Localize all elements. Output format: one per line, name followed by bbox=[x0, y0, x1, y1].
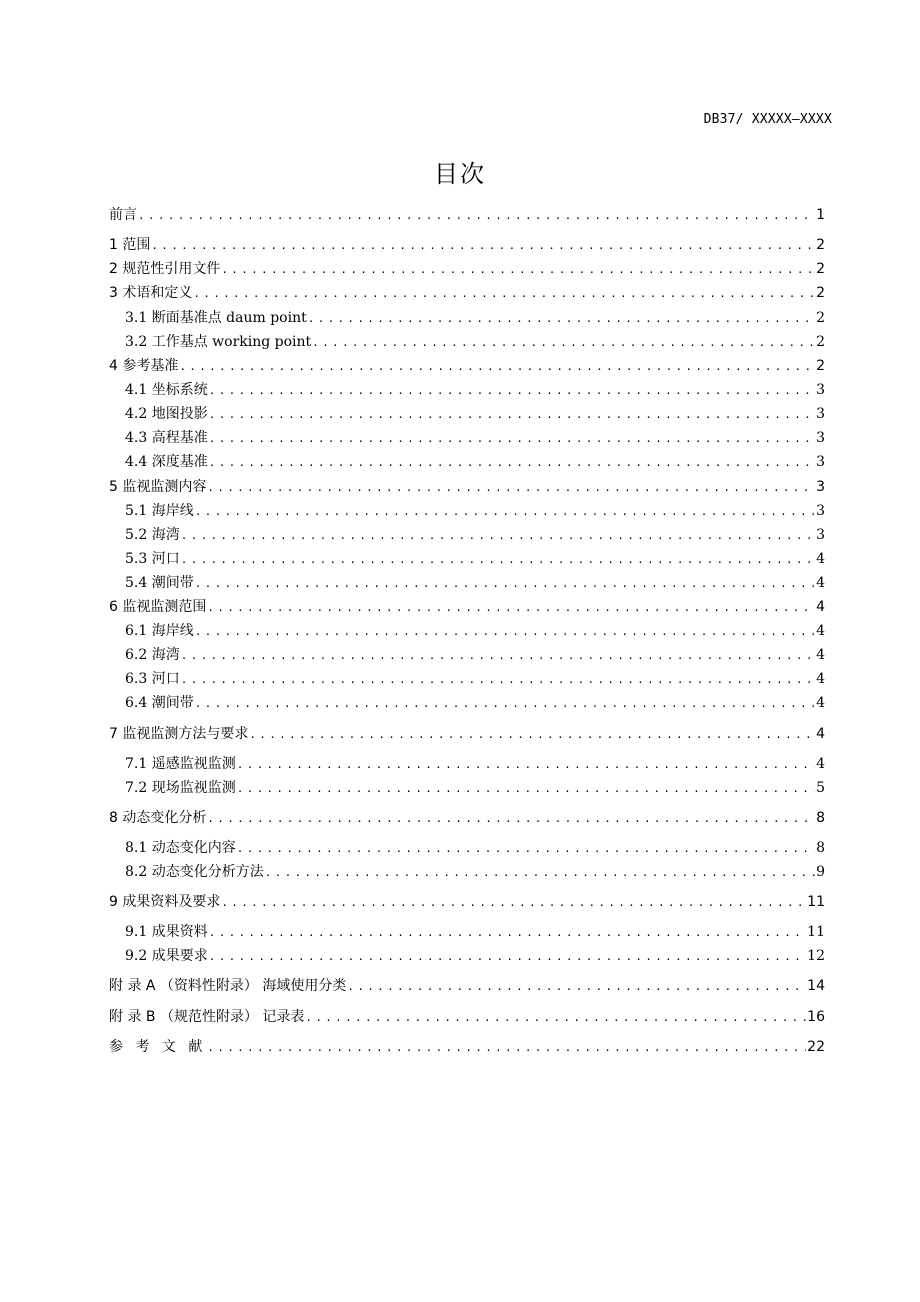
dot-leader bbox=[207, 601, 815, 614]
dot-leader bbox=[249, 728, 815, 741]
toc-entry[interactable] bbox=[109, 891, 825, 911]
toc-entry-label: 5.3 河口 bbox=[125, 551, 180, 567]
toc-entry-page: 3 bbox=[816, 406, 825, 422]
dot-leader bbox=[237, 782, 815, 795]
dot-leader bbox=[195, 577, 815, 590]
toc-entry-label: 9.2 成果要求 bbox=[125, 948, 208, 964]
toc-entry-page: 4 bbox=[816, 756, 825, 772]
dot-leader bbox=[207, 812, 815, 825]
toc-entry-page: 3 bbox=[816, 479, 825, 495]
toc-entry[interactable] bbox=[109, 975, 825, 995]
dot-leader bbox=[207, 481, 815, 494]
toc-entry-page: 11 bbox=[807, 924, 825, 940]
dot-leader bbox=[151, 239, 815, 252]
toc-entry-label: 2 规范性引用文件 bbox=[109, 261, 221, 277]
toc-entry-label: 6.2 海湾 bbox=[125, 647, 180, 663]
dot-leader bbox=[209, 456, 815, 469]
toc-entry-label: 9.1 成果资料 bbox=[125, 924, 208, 940]
dot-leader bbox=[181, 649, 815, 662]
dot-leader bbox=[209, 926, 806, 939]
dot-leader bbox=[179, 360, 815, 373]
toc-entry-label: 参 考 文 献 bbox=[109, 1039, 207, 1055]
toc-entry-label: 前言 bbox=[109, 207, 137, 223]
toc-entry-page: 4 bbox=[816, 575, 825, 591]
toc-entry[interactable] bbox=[109, 668, 825, 688]
toc-entry-page: 2 bbox=[816, 334, 825, 350]
toc-entry-label: 6.1 海岸线 bbox=[125, 623, 194, 639]
toc-entry-page: 11 bbox=[807, 894, 825, 910]
dot-leader bbox=[305, 1011, 806, 1024]
toc-entry-page: 16 bbox=[807, 1009, 825, 1025]
toc-entry-page: 9 bbox=[816, 864, 825, 880]
toc-entry-page: 14 bbox=[807, 978, 825, 994]
dot-leader bbox=[237, 842, 815, 855]
toc-entry-label: 5.2 海湾 bbox=[125, 527, 180, 543]
toc-entry[interactable] bbox=[109, 596, 825, 616]
toc-entry[interactable] bbox=[109, 692, 825, 712]
dot-leader bbox=[181, 673, 815, 686]
toc-entry[interactable] bbox=[109, 945, 825, 965]
dot-leader bbox=[308, 312, 815, 325]
toc-entry-page: 3 bbox=[816, 454, 825, 470]
toc-entry-label: 4.1 坐标系统 bbox=[125, 382, 208, 398]
toc-entry[interactable] bbox=[109, 427, 825, 447]
dot-leader bbox=[207, 1041, 806, 1054]
toc-entry-page: 2 bbox=[816, 358, 825, 374]
toc-entry-page: 22 bbox=[807, 1039, 825, 1055]
toc-entry-label: 4.3 高程基准 bbox=[125, 430, 208, 446]
toc-entry[interactable] bbox=[109, 723, 825, 743]
document-code: DB37/ XXXXX—XXXX bbox=[703, 112, 832, 127]
toc-entry[interactable] bbox=[109, 1036, 825, 1056]
toc-entry[interactable] bbox=[109, 258, 825, 278]
dot-leader bbox=[209, 950, 806, 963]
toc-entry-label: 5.4 潮间带 bbox=[125, 575, 194, 591]
toc-entry-label: 6.4 潮间带 bbox=[125, 695, 194, 711]
dot-leader bbox=[181, 529, 815, 542]
dot-leader bbox=[312, 336, 815, 349]
toc-entry[interactable] bbox=[109, 548, 825, 568]
dot-leader bbox=[237, 758, 815, 771]
toc-entry[interactable] bbox=[109, 500, 825, 520]
dot-leader bbox=[265, 866, 815, 879]
toc-entry[interactable] bbox=[109, 644, 825, 664]
toc-entry-page: 3 bbox=[816, 382, 825, 398]
toc-entry-page: 4 bbox=[816, 551, 825, 567]
dot-leader bbox=[138, 209, 815, 222]
toc-entry-page: 12 bbox=[807, 948, 825, 964]
toc-entry-page: 8 bbox=[816, 840, 825, 856]
dot-leader bbox=[209, 408, 815, 421]
toc-entry-label: 1 范围 bbox=[109, 237, 151, 253]
toc-entry-label: 6.3 河口 bbox=[125, 671, 180, 687]
toc-entry-label: 附 录 B （规范性附录） 记录表 bbox=[109, 1009, 305, 1025]
toc-entry[interactable] bbox=[109, 572, 825, 592]
toc-entry-page: 3 bbox=[816, 503, 825, 519]
toc-entry-page: 2 bbox=[816, 261, 825, 277]
toc-entry[interactable] bbox=[109, 451, 825, 471]
toc-entry-page: 3 bbox=[816, 430, 825, 446]
toc-entry-page: 5 bbox=[816, 780, 825, 796]
toc-entry[interactable] bbox=[109, 379, 825, 399]
toc-entry-page: 3 bbox=[816, 527, 825, 543]
dot-leader bbox=[181, 553, 815, 566]
toc-entry-page: 4 bbox=[816, 671, 825, 687]
toc-entry-label: 4 参考基准 bbox=[109, 358, 179, 374]
toc-entry-label: 附 录 A （资料性附录） 海域使用分类 bbox=[109, 978, 347, 994]
toc-entry[interactable] bbox=[109, 476, 825, 496]
toc-entry[interactable] bbox=[109, 403, 825, 423]
toc-entry-page: 4 bbox=[816, 695, 825, 711]
toc-entry-label: 3.2 工作基点 working point bbox=[125, 334, 312, 350]
page-title: 目次 bbox=[434, 160, 486, 188]
toc-entry-label: 7 监视监测方法与要求 bbox=[109, 726, 249, 742]
toc-entry[interactable] bbox=[109, 234, 825, 254]
toc-entry[interactable] bbox=[109, 620, 825, 640]
toc-entry-label: 8.1 动态变化内容 bbox=[125, 840, 236, 856]
dot-leader bbox=[347, 980, 806, 993]
toc-entry-page: 1 bbox=[816, 207, 825, 223]
toc-entry[interactable] bbox=[109, 753, 825, 773]
toc-entry-page: 2 bbox=[816, 237, 825, 253]
toc-entry-label: 4.2 地图投影 bbox=[125, 406, 208, 422]
toc-entry[interactable] bbox=[109, 282, 825, 302]
toc-entry-label: 3.1 断面基准点 daum point bbox=[125, 310, 307, 326]
toc-entry-label: 7.2 现场监视监测 bbox=[125, 780, 236, 796]
toc-entry[interactable] bbox=[109, 921, 825, 941]
dot-leader bbox=[221, 263, 815, 276]
toc-entry-label: 5.1 海岸线 bbox=[125, 503, 194, 519]
toc-entry[interactable] bbox=[109, 524, 825, 544]
toc-entry[interactable] bbox=[109, 861, 825, 881]
dot-leader bbox=[195, 505, 815, 518]
dot-leader bbox=[195, 625, 815, 638]
toc-entry-page: 4 bbox=[816, 726, 825, 742]
toc-entry-label: 7.1 遥感监视监测 bbox=[125, 756, 236, 772]
toc-entry[interactable] bbox=[109, 204, 825, 224]
toc-entry[interactable] bbox=[109, 807, 825, 827]
toc-entry-page: 2 bbox=[816, 310, 825, 326]
toc-entry[interactable] bbox=[109, 1006, 825, 1026]
toc-entry-label: 9 成果资料及要求 bbox=[109, 894, 221, 910]
toc-entry-label: 8 动态变化分析 bbox=[109, 810, 207, 826]
toc-entry-page: 4 bbox=[816, 647, 825, 663]
toc-entry[interactable] bbox=[109, 307, 825, 327]
toc-entry-page: 4 bbox=[816, 599, 825, 615]
toc-entry[interactable] bbox=[109, 777, 825, 797]
toc-entry-page: 2 bbox=[816, 285, 825, 301]
dot-leader bbox=[209, 432, 815, 445]
toc-entry[interactable] bbox=[109, 331, 825, 351]
toc-entry[interactable] bbox=[109, 355, 825, 375]
toc-entry-label: 4.4 深度基准 bbox=[125, 454, 208, 470]
dot-leader bbox=[209, 384, 815, 397]
toc-entry-page: 4 bbox=[816, 623, 825, 639]
dot-leader bbox=[193, 287, 815, 300]
toc-entry-label: 6 监视监测范围 bbox=[109, 599, 207, 615]
dot-leader bbox=[221, 896, 806, 909]
dot-leader bbox=[195, 697, 815, 710]
toc-entry-page: 8 bbox=[816, 810, 825, 826]
toc-entry-label: 3 术语和定义 bbox=[109, 285, 193, 301]
toc-entry-label: 5 监视监测内容 bbox=[109, 479, 207, 495]
toc-entry[interactable] bbox=[109, 837, 825, 857]
toc-entry-label: 8.2 动态变化分析方法 bbox=[125, 864, 264, 880]
